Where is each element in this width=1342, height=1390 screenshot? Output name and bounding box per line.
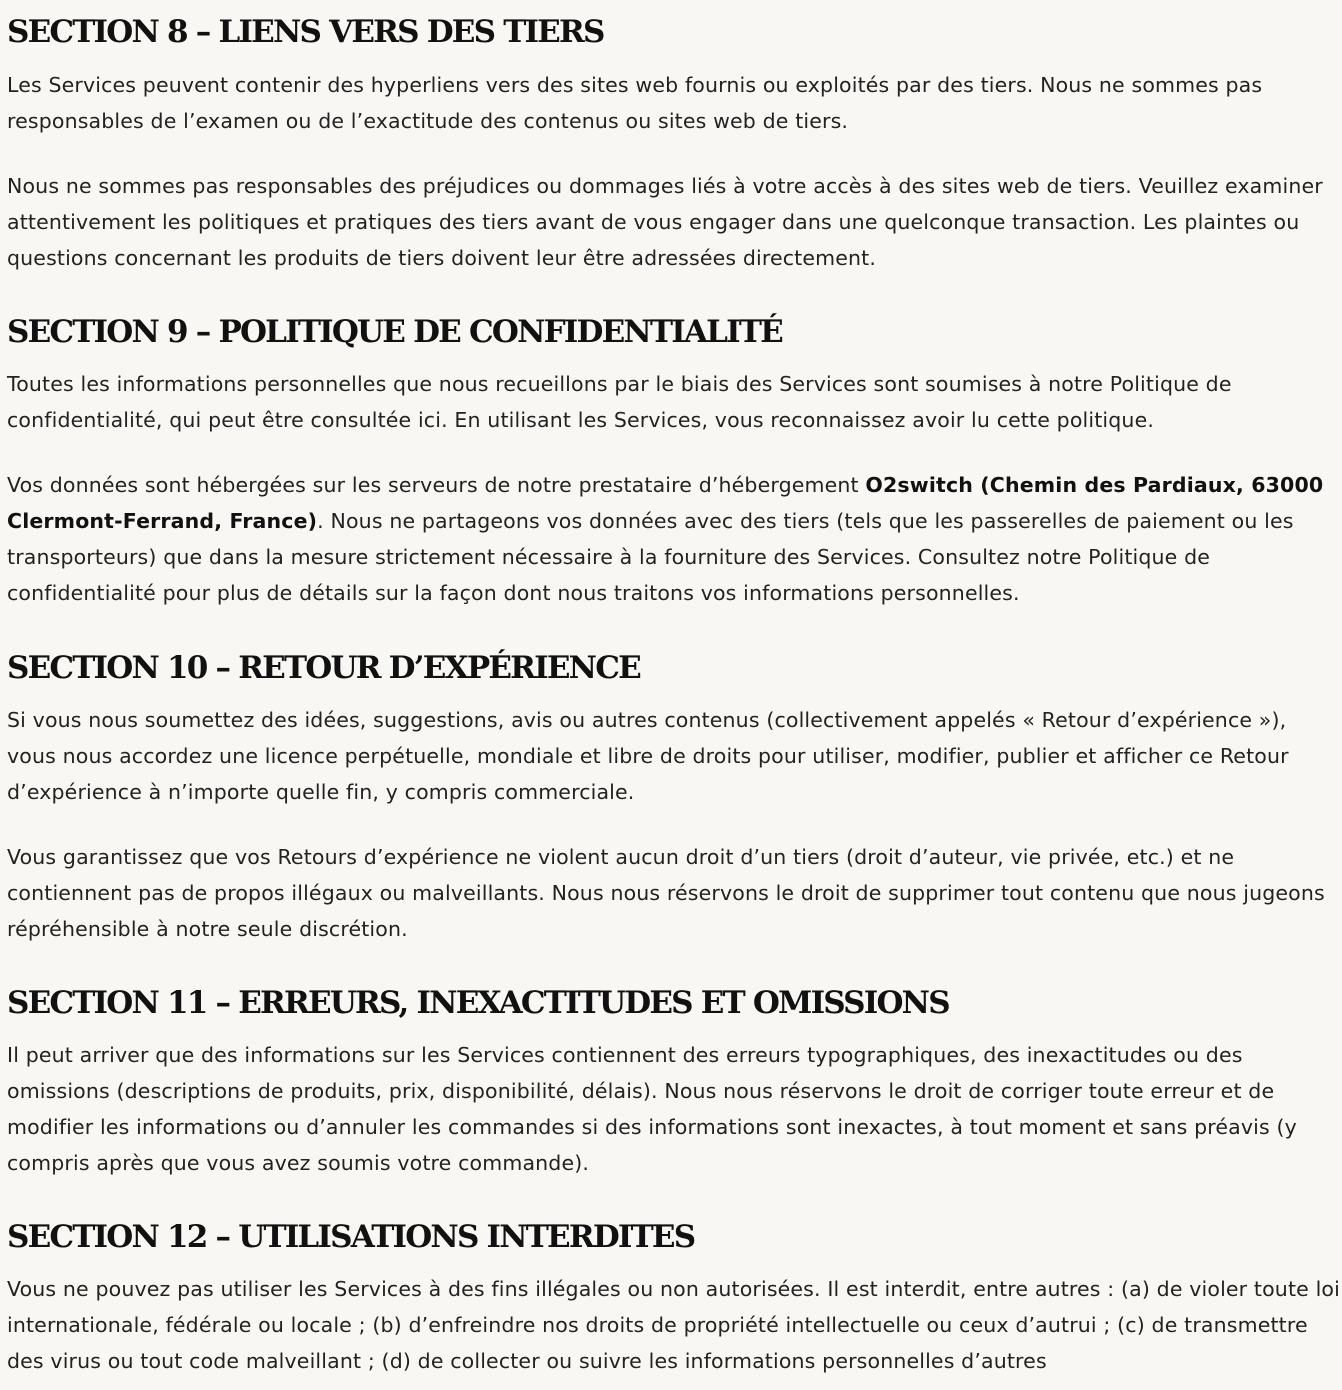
- section-10-heading: SECTION 10 – RETOUR D’EXPÉRIENCE: [7, 650, 640, 686]
- section-8-heading: SECTION 8 – LIENS VERS DES TIERS: [7, 14, 604, 50]
- section-9-hosting-paragraph: [7, 467, 1341, 611]
- section-10-paragraph-1: Si vous nous soumettez des idées, suggestions, avis ou autres contenus (collectivement appelés « Retour d’expérience »), vous nous accordez une licence perpétuelle, mondiale et libre de droits pour utiliser, modifier, publier et afficher ce Retour d’expérience à n’importe quelle fin, y compris commerciale.: [7, 708, 1289, 804]
- section-11-heading: SECTION 11 – ERREURS, INEXACTITUDES ET OMISSIONS: [7, 985, 949, 1021]
- section-9-paragraph-1: Toutes les informations personnelles que nous recueillons par le biais des Services sont soumises à notre Politique de confidentialité, qui peut être consultée ici. En utilisant les Services, vous reconnaissez avoir lu cette politique.: [7, 372, 1232, 432]
- section-9-heading: SECTION 9 – POLITIQUE DE CONFIDENTIALITÉ: [7, 314, 782, 350]
- hosting-text-after: . Nous ne partageons vos données avec des tiers (tels que les passerelles de paiement ou les transporteurs) que dans la mesure strictement nécessaire à la fourniture des Services. Consultez notre Politique de confidentialité pour plus de détails sur la façon dont nous traitons vos informations personnelles.: [7, 509, 1294, 605]
- hosting-text-before: Vos données sont hébergées sur les serveurs de notre prestataire d’hébergement: [7, 473, 866, 497]
- section-11-paragraph-1: Il peut arriver que des informations sur les Services contiennent des erreurs typographiques, des inexactitudes ou des omissions (descriptions de produits, prix, disponibilité, délais). Nous nous réservons le droit de corriger toute erreur et de modifier les informations ou d’annuler les commandes si des informations sont inexactes, à tout moment et sans préavis (y compris après que vous avez soumis votre commande).: [7, 1043, 1297, 1175]
- section-8-paragraph-2: Nous ne sommes pas responsables des préjudices ou dommages liés à votre accès à des sites web de tiers. Veuillez examiner attentivement les politiques et pratiques des tiers avant de vous engager dans une quelconque transaction. Les plaintes ou questions concernant les produits de tiers doivent leur être adressées directement.: [7, 174, 1323, 270]
- section-8-paragraph-1: Les Services peuvent contenir des hyperliens vers des sites web fournis ou exploités par des tiers. Nous ne sommes pas responsables de l’examen ou de l’exactitude des contenus ou sites web de tiers.: [7, 73, 1263, 133]
- hosting-provider-address: O2switch (Chemin des Pardiaux, 63000 Clermont-Ferrand, France): [7, 473, 1324, 533]
- section-12-paragraph-1: Vous ne pouvez pas utiliser les Services à des fins illégales ou non autorisées. Il est interdit, entre autres : (a) de violer toute loi internationale, fédérale ou locale ; (b) d’enfreindre nos droits de propriété intellectuelle ou ceux d’autrui ; (c) de transmettre des virus ou tout code malveillant ; (d) de collecter ou suivre les informations personnelles d’autres: [7, 1277, 1340, 1373]
- section-12-heading: SECTION 12 – UTILISATIONS INTERDITES: [7, 1219, 695, 1255]
- section-10-paragraph-2: Vous garantissez que vos Retours d’expérience ne violent aucun droit d’un tiers (droit d’auteur, vie privée, etc.) et ne contiennent pas de propos illégaux ou malveillants. Nous nous réservons le droit de supprimer tout contenu que nous jugeons répréhensible à notre seule discrétion.: [7, 845, 1325, 941]
